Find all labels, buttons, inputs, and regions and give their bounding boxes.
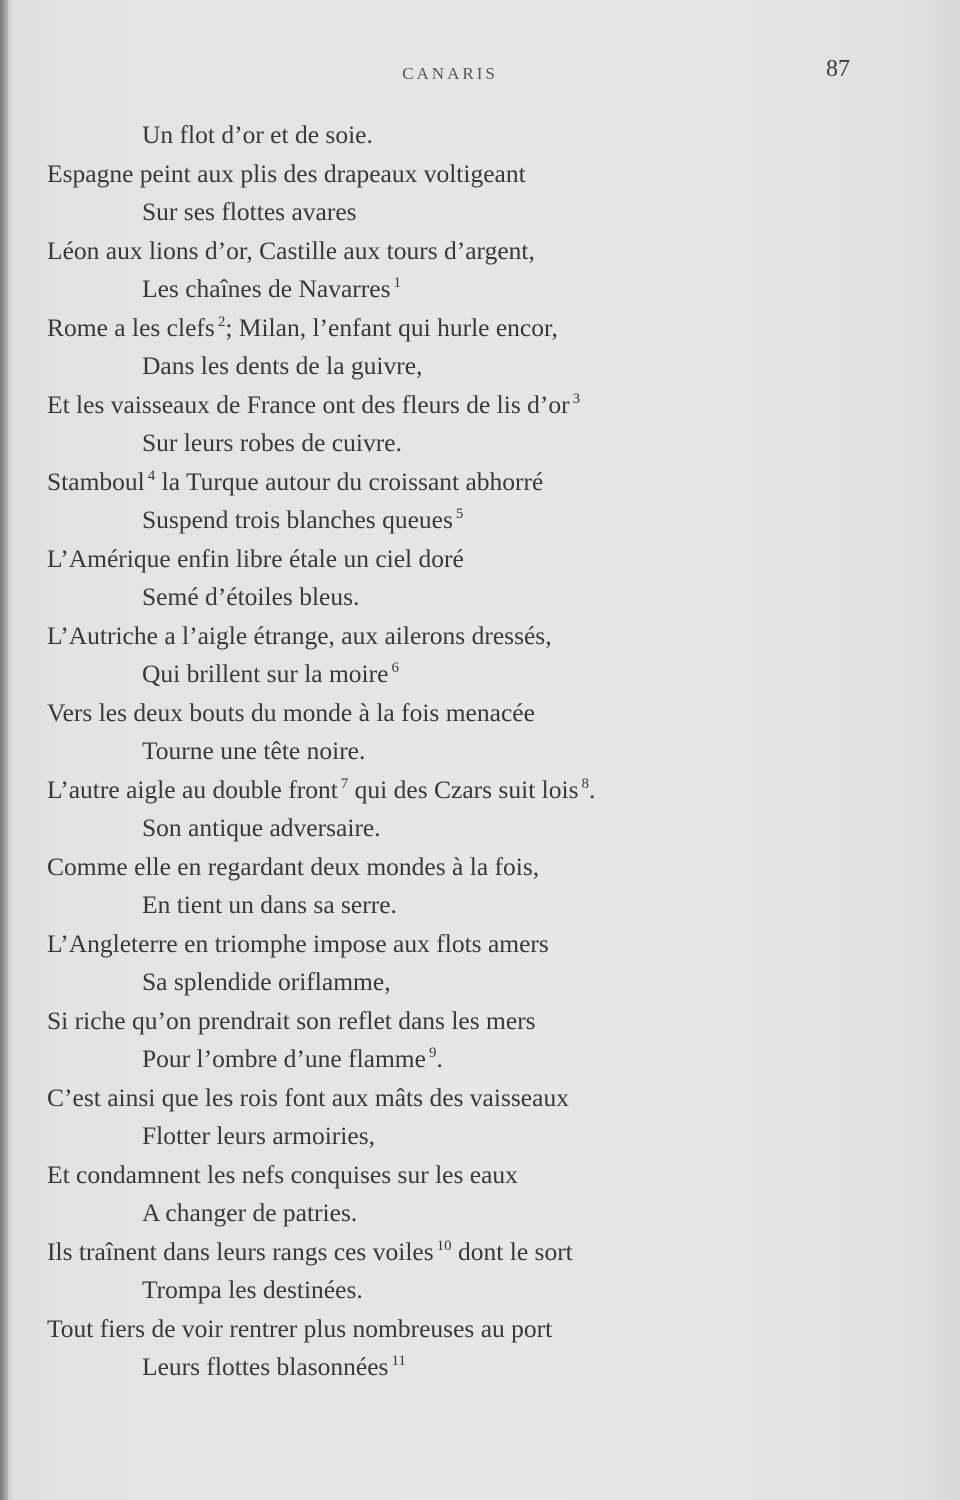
poem-line-text: En tient un dans sa serre. [142, 890, 397, 919]
poem-line-text: L’Angleterre en triomphe impose aux flots amers [47, 928, 549, 958]
poem-line-text-continued: . [589, 774, 596, 804]
footnote-marker: 8 [581, 775, 589, 792]
poem-line-text: Dans les dents de la guivre, [142, 351, 423, 380]
footnote-marker: 1 [393, 275, 402, 291]
poem-line-text-continued: la Turque autour du croissant abhorré [155, 466, 544, 496]
poem-line-text: L’Autriche a l’aigle étrange, aux ailerons dressés, [47, 620, 552, 650]
poem-line-text: Et les vaisseaux de France ont des fleurs de lis d’or [47, 389, 570, 419]
poem-line [47, 1079, 907, 1118]
poem-line [47, 1271, 907, 1310]
poem-line-text: Espagne peint aux plis des drapeaux voltigeant [47, 158, 526, 188]
poem-line [47, 232, 907, 271]
poem-line [47, 694, 907, 733]
poem-line [47, 1156, 907, 1195]
page-binding-edge [0, 0, 8, 1500]
poem-line [47, 655, 907, 694]
poem-line-text: C’est ainsi que les rois font aux mâts des vaisseaux [47, 1082, 569, 1112]
footnote-marker: 3 [572, 390, 581, 407]
poem-line-text: Stamboul [47, 466, 145, 496]
footnote-marker: 4 [147, 467, 156, 484]
poem-line [47, 270, 907, 309]
poem-line-text-continued: . [436, 1044, 443, 1073]
poem-line [47, 1040, 907, 1079]
poem-line-text: Suspend trois blanches queues [142, 505, 453, 534]
poem-line [47, 1002, 907, 1041]
poem-line [47, 732, 907, 771]
footnote-marker: 6 [391, 660, 399, 676]
poem-line [47, 578, 907, 617]
footnote-marker: 11 [391, 1353, 406, 1369]
poem-line-text: Trompa les destinées. [142, 1275, 363, 1304]
poem-line [47, 617, 907, 656]
poem-line-text-continued: dont le sort [451, 1236, 573, 1266]
footnote-marker: 9 [428, 1045, 437, 1061]
poem-line-text: Flotter leurs armoiries, [142, 1121, 375, 1150]
running-title: CANARIS [402, 64, 498, 83]
poem-line-text: Ils traînent dans leurs rangs ces voiles [47, 1236, 434, 1266]
poem-line-text: Un flot d’or et de soie. [142, 120, 373, 149]
poem-line [47, 540, 907, 579]
poem-line [47, 1117, 907, 1156]
poem-line [47, 886, 907, 925]
poem-line [47, 347, 907, 386]
poem-line-text: L’Amérique enfin libre étale un ciel doré [47, 543, 464, 573]
footnote-marker: 2 [217, 313, 226, 330]
footnote-marker: 7 [340, 775, 349, 792]
poem-line-text: Comme elle en regardant deux mondes à la fois, [47, 851, 540, 881]
poem-text [47, 116, 907, 1387]
poem-line [47, 1348, 907, 1387]
poem-line-text: Si riche qu’on prendrait son reflet dans les mers [47, 1005, 536, 1035]
poem-line [47, 386, 907, 425]
poem-line-text: Leurs flottes blasonnées [142, 1352, 389, 1381]
poem-line [47, 925, 907, 964]
poem-line [47, 155, 907, 194]
poem-line [47, 116, 907, 155]
poem-line-text: Léon aux lions d’or, Castille aux tours d’argent, [47, 235, 535, 265]
poem-line [47, 1233, 907, 1272]
poem-line [47, 309, 907, 348]
page-number: 87 [826, 56, 850, 82]
poem-line [47, 963, 907, 1002]
poem-line [47, 193, 907, 232]
poem-line-text: Tourne une tête noire. [142, 736, 366, 765]
poem-line [47, 463, 907, 502]
poem-line [47, 809, 907, 848]
poem-line-text-continued: ; Milan, l’enfant qui hurle encor, [225, 312, 558, 342]
poem-line-text: Sa splendide oriflamme, [142, 967, 391, 996]
footnote-marker: 10 [436, 1237, 452, 1254]
poem-line [47, 1310, 907, 1349]
poem-line-text-continued: qui des Czars suit lois [348, 774, 579, 804]
poem-line [47, 501, 907, 540]
poem-line [47, 1194, 907, 1233]
poem-line-text: A changer de patries. [142, 1198, 358, 1227]
poem-line-text: Pour l’ombre d’une flamme [142, 1044, 426, 1073]
poem-line-text: Sur ses flottes avares [142, 197, 357, 226]
poem-line-text: Qui brillent sur la moire [142, 659, 389, 688]
poem-line-text: Et condamnent les nefs conquises sur les eaux [47, 1159, 518, 1189]
poem-line-text: L’autre aigle au double front [47, 774, 338, 804]
poem-line [47, 771, 907, 810]
poem-line-text: Tout fiers de voir rentrer plus nombreuses au port [47, 1313, 553, 1343]
poem-line [47, 848, 907, 887]
poem-line-text: Rome a les clefs [47, 312, 215, 342]
poem-line [47, 424, 907, 463]
footnote-marker: 5 [455, 506, 464, 522]
poem-line-text: Son antique adversaire. [142, 813, 381, 842]
poem-line-text: Vers les deux bouts du monde à la fois menacée [47, 697, 535, 727]
poem-line-text: Semé d’étoiles bleus. [142, 582, 360, 611]
poem-line-text: Sur leurs robes de cuivre. [142, 428, 402, 457]
poem-line-text: Les chaînes de Navarres [142, 274, 391, 303]
